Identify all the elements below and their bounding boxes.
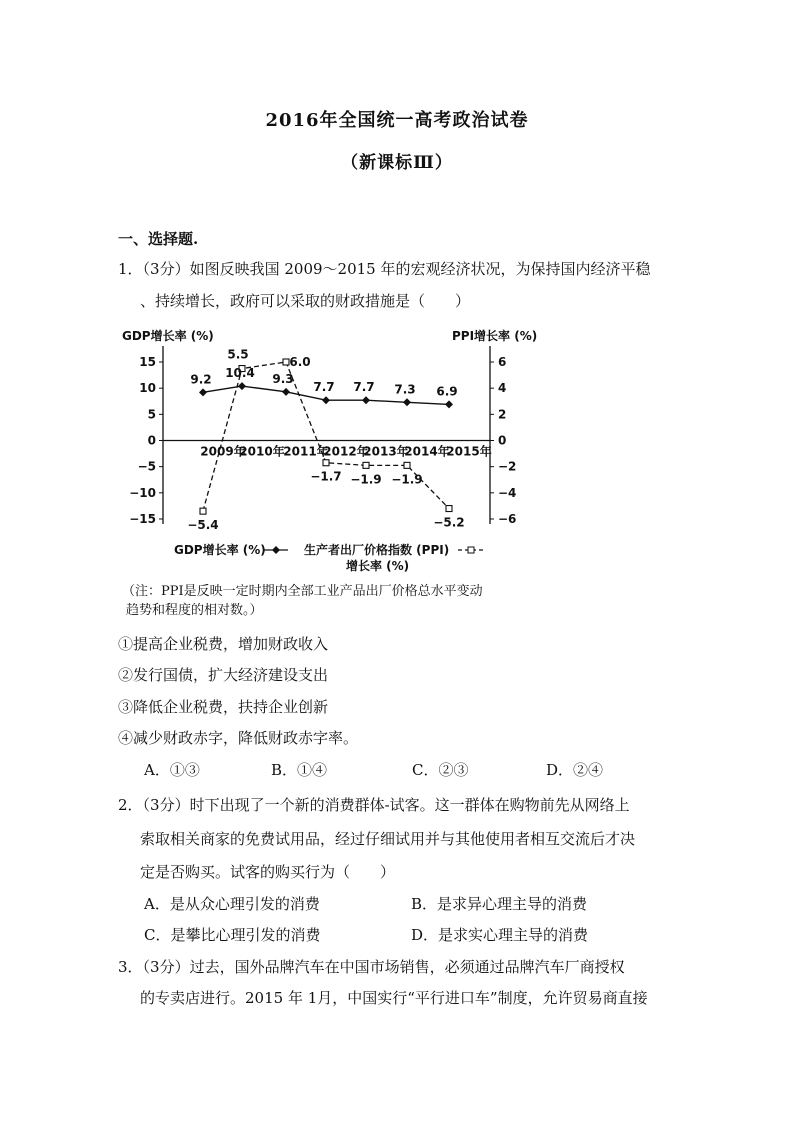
q1-statement-2: ②发行国债，扩大经济建设支出: [118, 666, 329, 684]
ppi-data-label: −5.4: [187, 518, 219, 533]
x-category-label: 2011年: [283, 444, 329, 459]
right-tick-label: −4: [498, 485, 517, 500]
ppi-point: [283, 359, 289, 365]
q2-text-line3: 定是否购买。试客的购买行为（ ）: [140, 863, 396, 881]
gdp-point: [322, 396, 330, 404]
right-tick-label: 4: [498, 381, 507, 396]
ppi-data-label: 5.5: [227, 347, 249, 362]
right-tick-label: −6: [498, 512, 517, 526]
q1-text-line1: 1．（3分）如图反映我国 2009～2015 年的宏观经济状况，为保持国内经济平稳: [118, 260, 651, 278]
gdp-point: [199, 388, 207, 396]
x-category-label: 2013年: [363, 444, 409, 459]
q3-text-line2: 的专卖店进行。2015 年 1月，中国实行“平行进口车”制度，允许贸易商直接: [140, 989, 648, 1007]
left-tick-label: 10: [139, 381, 156, 396]
right-axis-title: PPI增长率 (%): [452, 329, 538, 343]
ppi-data-label: −1.9: [350, 472, 382, 487]
gdp-point: [362, 396, 370, 404]
gdp-data-label: 7.7: [353, 380, 375, 395]
q1-option-a[interactable]: A．①③: [144, 761, 200, 779]
ppi-data-label: −1.9: [391, 472, 423, 487]
x-category-label: 2010年: [239, 444, 285, 459]
gdp-data-label: 6.9: [436, 384, 458, 399]
right-tick-label: 2: [498, 407, 507, 422]
right-tick-label: −2: [498, 459, 517, 474]
section-heading: 一、选择题.: [118, 230, 199, 248]
chart-note-line1: （注：PPI是反映一定时期内全部工业产品出厂价格总水平变动: [122, 584, 483, 599]
legend-ppi-label: 生产者出厂价格指数 (PPI): [304, 543, 450, 557]
right-tick-label: 6: [498, 355, 507, 369]
gdp-point: [403, 398, 411, 406]
legend-gdp-marker: [272, 546, 280, 554]
q1-statement-3: ③降低企业税费，扶持企业创新: [118, 698, 329, 716]
gdp-data-label: 7.3: [394, 382, 416, 397]
ppi-point: [200, 508, 206, 514]
q2-text-line1: 2．（3分）时下出现了一个新的消费群体-试客。这一群体在购物前先从网络上: [118, 796, 630, 814]
q2-option-d[interactable]: D．是求实心理主导的消费: [411, 926, 589, 944]
legend-ppi-label-line2: 增长率 (%): [346, 559, 410, 573]
q1-option-d[interactable]: D．②④: [546, 761, 604, 779]
gdp-point: [282, 388, 290, 396]
left-axis-title: GDP增长率 (%): [122, 329, 214, 343]
ppi-data-label: 6.0: [289, 355, 311, 369]
gdp-point: [238, 382, 246, 390]
x-category-label: 2014年: [404, 444, 450, 459]
ppi-data-label: −1.7: [310, 469, 342, 484]
ppi-point: [446, 506, 452, 512]
q2-option-b[interactable]: B．是求异心理主导的消费: [411, 895, 588, 913]
gdp-data-label: 10.4: [225, 366, 255, 381]
left-tick-label: 15: [139, 355, 156, 369]
ppi-point: [404, 462, 410, 468]
ppi-point: [363, 462, 369, 468]
gdp-data-label: 9.3: [272, 371, 294, 386]
x-category-label: 2012年: [323, 444, 369, 459]
page-subtitle: （新课标Ⅲ）: [341, 153, 453, 173]
chart-note-line2: 趋势和程度的相对数。）: [126, 603, 263, 618]
chart-note: [122, 582, 483, 620]
left-tick-label: −5: [137, 459, 156, 474]
q1-option-b[interactable]: B．①④: [271, 761, 328, 779]
legend-gdp-label: GDP增长率 (%): [174, 543, 266, 557]
ppi-data-label: −5.2: [433, 515, 465, 530]
left-tick-label: −10: [129, 485, 156, 500]
left-tick-label: −15: [129, 512, 156, 526]
economy-chart: [118, 320, 538, 580]
q3-text-line1: 3．（3分）过去，国外品牌汽车在中国市场销售，必须通过品牌汽车厂商授权: [118, 958, 625, 976]
left-tick-label: 0: [147, 433, 156, 448]
x-category-label: 2015年: [446, 444, 492, 459]
page-title: 2016年全国统一高考政治试卷: [265, 110, 529, 131]
right-tick-label: 0: [498, 433, 507, 448]
q1-statement-4: ④减少财政赤字，降低财政赤字率。: [118, 729, 359, 747]
q1-option-c[interactable]: C．②③: [412, 761, 469, 779]
x-category-label: 2009年: [200, 444, 246, 459]
legend-ppi-marker: [468, 547, 474, 553]
q2-option-a[interactable]: A．是从众心理引发的消费: [144, 895, 320, 913]
ppi-point: [323, 460, 329, 466]
q2-text-line2: 索取相关商家的免费试用品，经过仔细试用并与其他使用者相互交流后才决: [140, 830, 636, 848]
gdp-point: [445, 400, 453, 408]
chart-svg: [118, 320, 538, 580]
q1-statement-1: ①提高企业税费，增加财政收入: [118, 635, 329, 653]
gdp-data-label: 7.7: [313, 380, 335, 395]
q2-option-c[interactable]: C．是攀比心理引发的消费: [144, 926, 321, 944]
left-tick-label: 5: [147, 407, 156, 422]
q1-text-line2: 、持续增长，政府可以采取的财政措施是（ ）: [140, 292, 471, 310]
gdp-data-label: 9.2: [190, 372, 212, 387]
